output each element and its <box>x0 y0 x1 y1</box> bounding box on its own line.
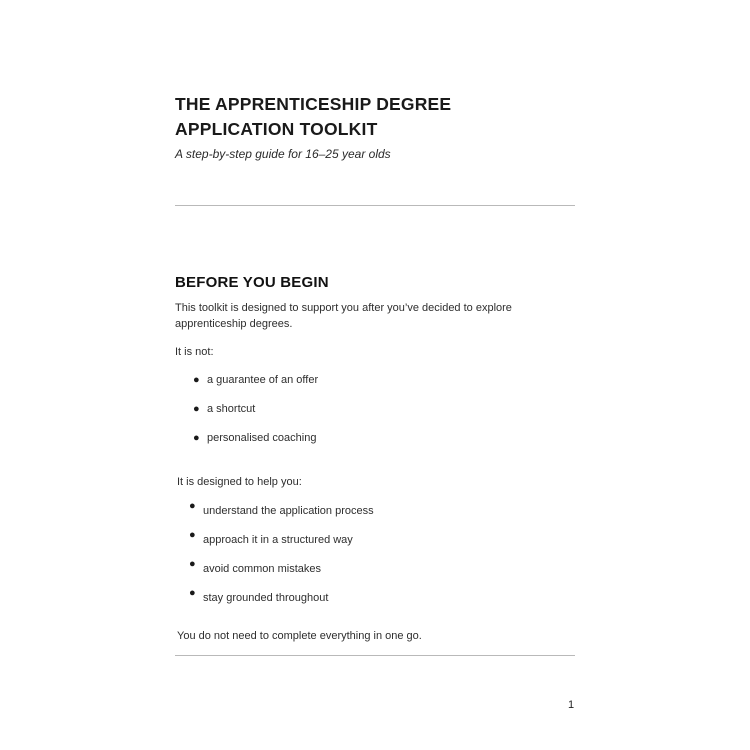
bullet-icon: ● <box>193 374 200 387</box>
document-title-line1: THE APPRENTICESHIP DEGREE <box>175 94 452 114</box>
list-item <box>175 403 575 415</box>
not-label: It is not: <box>175 345 214 358</box>
closing-note: You do not need to complete everything in one go. <box>177 629 422 642</box>
list-item-label: understand the application process <box>203 504 374 517</box>
list-item-label: stay grounded throughout <box>203 591 329 604</box>
list-item <box>175 432 575 444</box>
list-item <box>175 528 575 546</box>
list-item-label: approach it in a structured way <box>203 533 353 546</box>
document-subtitle: A step-by-step guide for 16–25 year olds <box>175 146 391 161</box>
page-content <box>175 0 575 750</box>
list-item <box>175 557 575 575</box>
list-item-label: a shortcut <box>207 403 256 416</box>
list-item-label: avoid common mistakes <box>203 562 321 575</box>
bullet-icon: ● <box>189 499 196 512</box>
list-item-label: personalised coaching <box>207 432 317 445</box>
section-heading: BEFORE YOU BEGIN <box>175 273 329 291</box>
page-number: 1 <box>568 699 575 711</box>
list-item <box>175 499 575 517</box>
top-divider <box>175 205 575 206</box>
document-title-line2: APPLICATION TOOLKIT <box>175 119 378 140</box>
list-item <box>175 586 575 604</box>
list-item-label: a guarantee of an offer <box>207 374 319 387</box>
bullet-icon: ● <box>189 528 196 541</box>
not-list <box>175 374 575 444</box>
document-title <box>175 92 575 143</box>
bullet-icon: ● <box>193 432 200 445</box>
section-intro: This toolkit is designed to support you after you’ve decided to explore apprenticeship degrees. <box>175 301 512 331</box>
bullet-icon: ● <box>189 557 196 570</box>
help-list <box>175 499 575 604</box>
help-label: It is designed to help you: <box>177 476 302 489</box>
bullet-icon: ● <box>193 403 200 416</box>
list-item <box>175 374 575 386</box>
bullet-icon: ● <box>189 586 196 599</box>
bottom-divider <box>175 655 575 656</box>
